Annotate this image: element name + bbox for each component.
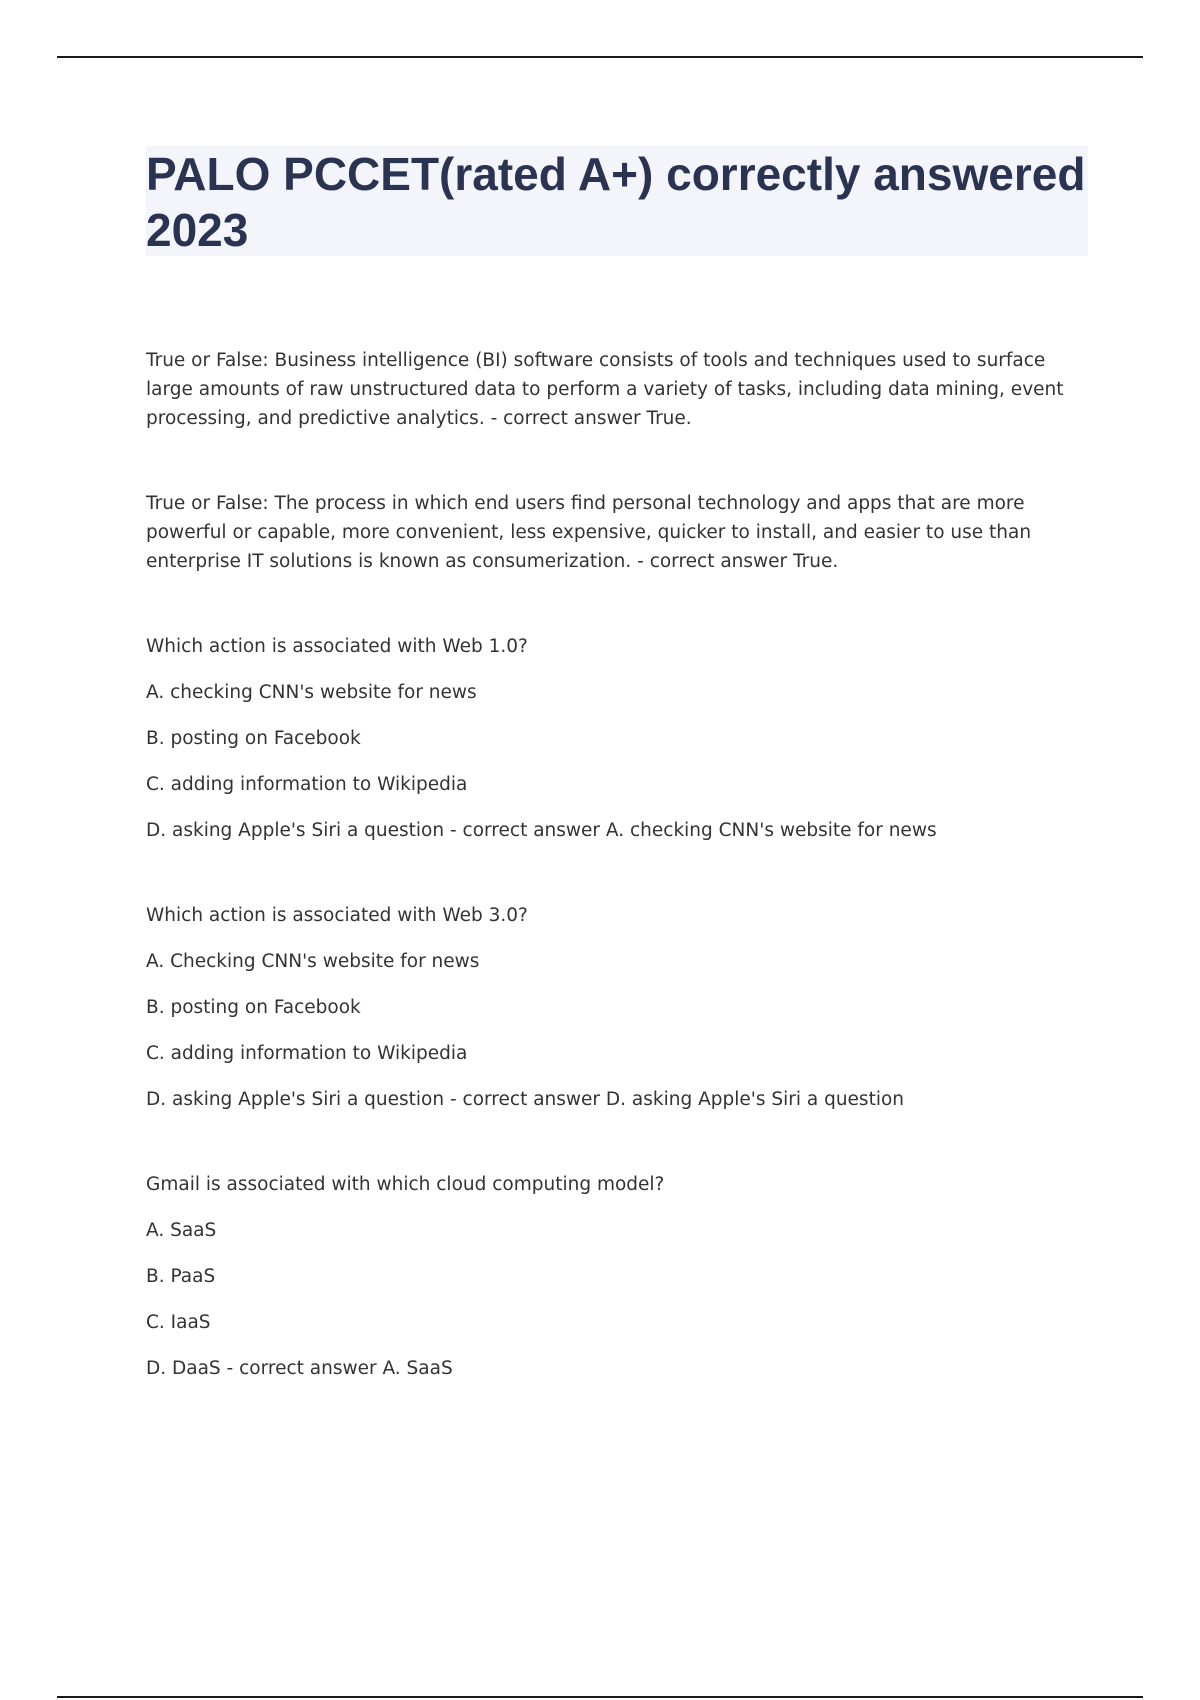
document-title: PALO PCCET(rated A+) correctly answered 2023 [146, 148, 1086, 256]
answer-option: A. Checking CNN's website for news [146, 951, 480, 972]
answer-option: D. DaaS - correct answer A. SaaS [146, 1358, 453, 1379]
question-prompt: Which action is associated with Web 3.0? [146, 905, 528, 926]
question-3 [146, 632, 1091, 845]
question-text: True or False: The process in which end users find personal technology and apps that are more powerful or capable, more convenient, less expensive, quicker to install, and easier to use than enterprise IT solutions is known as consumerization. - correct answer True. [146, 493, 1032, 572]
top-divider [57, 56, 1143, 58]
document-body [146, 346, 1091, 1439]
answer-option: C. IaaS [146, 1312, 211, 1333]
title-block [146, 146, 1088, 256]
question-4 [146, 901, 1091, 1114]
question-prompt: Gmail is associated with which cloud computing model? [146, 1174, 665, 1195]
answer-option: B. posting on Facebook [146, 728, 361, 749]
answer-option: A. SaaS [146, 1220, 217, 1241]
answer-option: B. posting on Facebook [146, 997, 361, 1018]
question-2 [146, 489, 1091, 576]
question-text: True or False: Business intelligence (BI) software consists of tools and techniques used to surface large amounts of raw unstructured data to perform a variety of tasks, including data mining, event processing, and predictive analytics. - correct answer True. [146, 350, 1064, 429]
answer-option: C. adding information to Wikipedia [146, 774, 468, 795]
answer-option: A. checking CNN's website for news [146, 682, 477, 703]
answer-option: B. PaaS [146, 1266, 216, 1287]
answer-option: D. asking Apple's Siri a question - correct answer A. checking CNN's website for news [146, 820, 937, 841]
question-prompt: Which action is associated with Web 1.0? [146, 636, 528, 657]
answer-option: D. asking Apple's Siri a question - correct answer D. asking Apple's Siri a question [146, 1089, 905, 1110]
bottom-divider [57, 1696, 1143, 1698]
question-1 [146, 346, 1091, 433]
question-5 [146, 1170, 1091, 1383]
answer-option: C. adding information to Wikipedia [146, 1043, 468, 1064]
